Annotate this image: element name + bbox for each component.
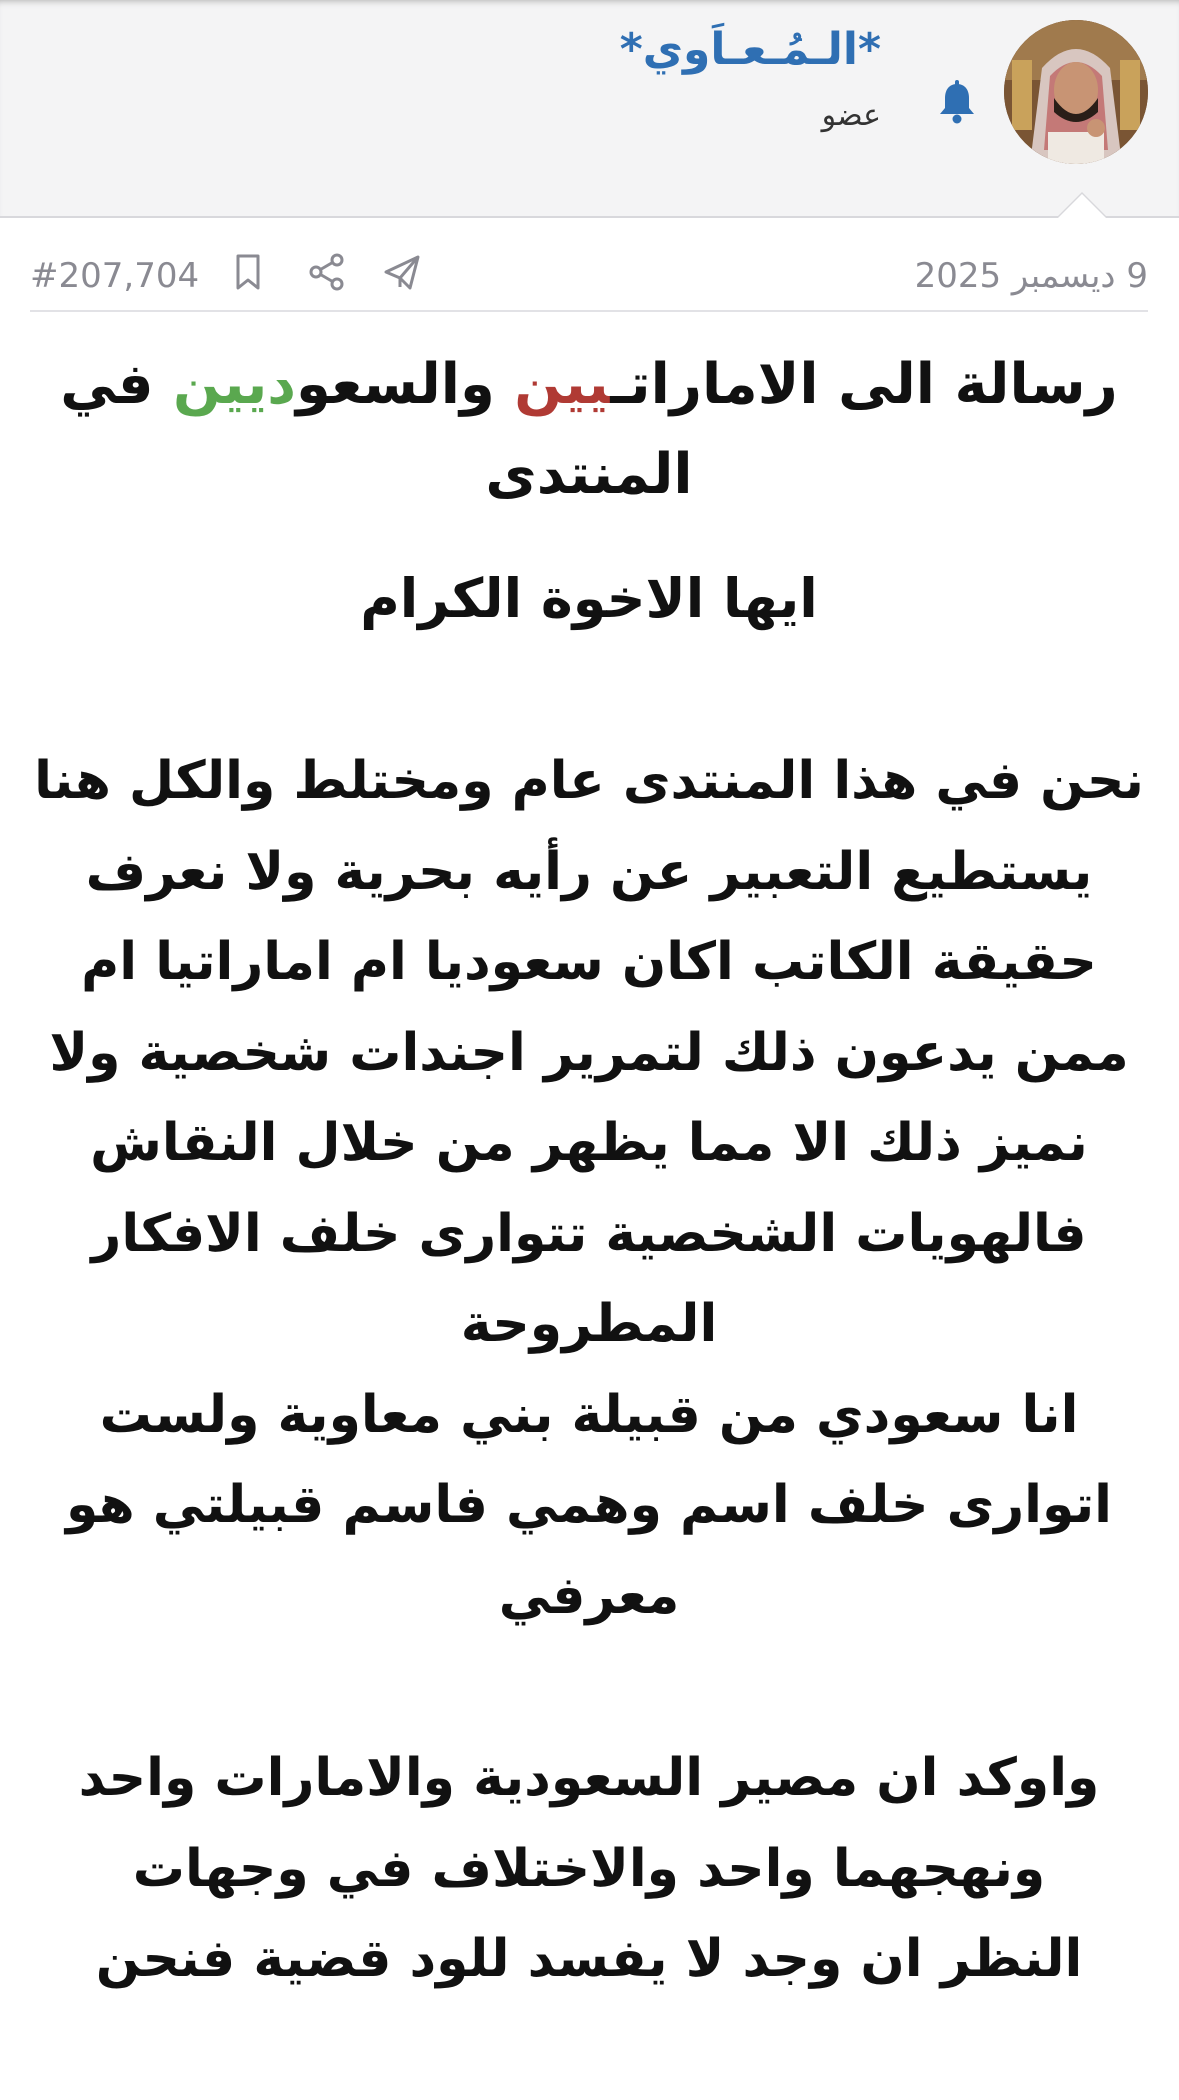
body-line: واوكد ان مصير السعودية والامارات واحد	[78, 1748, 1100, 1808]
body-line: نميز ذلك الا مما يظهر من خلال النقاش	[90, 1113, 1088, 1173]
spacer	[24, 1641, 1154, 1733]
title-part: رسالة الى الاماراتـ	[610, 352, 1118, 417]
title-highlight-green: ديين	[173, 352, 297, 417]
body-line: ممن يدعون ذلك لتمرير اجندات شخصية ولا	[49, 1022, 1129, 1083]
telegram-icon[interactable]	[382, 252, 422, 292]
body-line: نحن في هذا المنتدى عام ومختلط والكل هنا	[34, 751, 1144, 811]
body-line: انا سعودي من قبيلة بني معاوية ولست	[99, 1384, 1079, 1445]
body-line: اتوارى خلف اسم وهمي فاسم قبيلتي هو	[66, 1475, 1112, 1535]
title-part: والسعو	[296, 352, 515, 417]
title-highlight-red: يين	[514, 352, 611, 417]
user-role: عضو	[821, 98, 881, 133]
post-body	[24, 340, 1154, 2005]
paragraph-1	[24, 736, 1154, 1641]
body-line: النظر ان وجد لا يفسد للود قضية فنحن	[95, 1929, 1083, 1989]
post-date[interactable]: 9 ديسمبر 2025	[914, 256, 1148, 296]
username-link[interactable]: *الـمُـعـاَوي*	[619, 24, 881, 75]
post-meta-bar	[30, 248, 1148, 312]
share-icon[interactable]	[307, 252, 347, 292]
body-line: يستطيع التعبير عن رأيه بحرية ولا نعرف	[85, 841, 1093, 902]
body-line: معرفي	[498, 1565, 680, 1626]
body-line: المطروحة	[460, 1294, 718, 1354]
avatar[interactable]	[1004, 20, 1148, 164]
post-title	[24, 340, 1154, 520]
spacer	[24, 644, 1154, 736]
body-line: فالهويات الشخصية تتوارى خلف الافكار	[91, 1203, 1087, 1264]
paragraph-2	[24, 1733, 1154, 2005]
bell-icon[interactable]	[937, 80, 977, 124]
greeting-line: ايها الاخوة الكرام	[360, 567, 818, 630]
title-part: في المنتدى	[60, 352, 693, 507]
post-number-link[interactable]: #207,704	[30, 256, 200, 296]
body-line: ونهجهما واحد والاختلاف في وجهات	[132, 1838, 1046, 1899]
bookmark-icon[interactable]	[228, 252, 268, 292]
post-header	[0, 0, 1179, 218]
header-notch	[1058, 194, 1106, 218]
body-line: حقيقة الكاتب اكان سعوديا ام اماراتيا ام	[81, 932, 1097, 992]
